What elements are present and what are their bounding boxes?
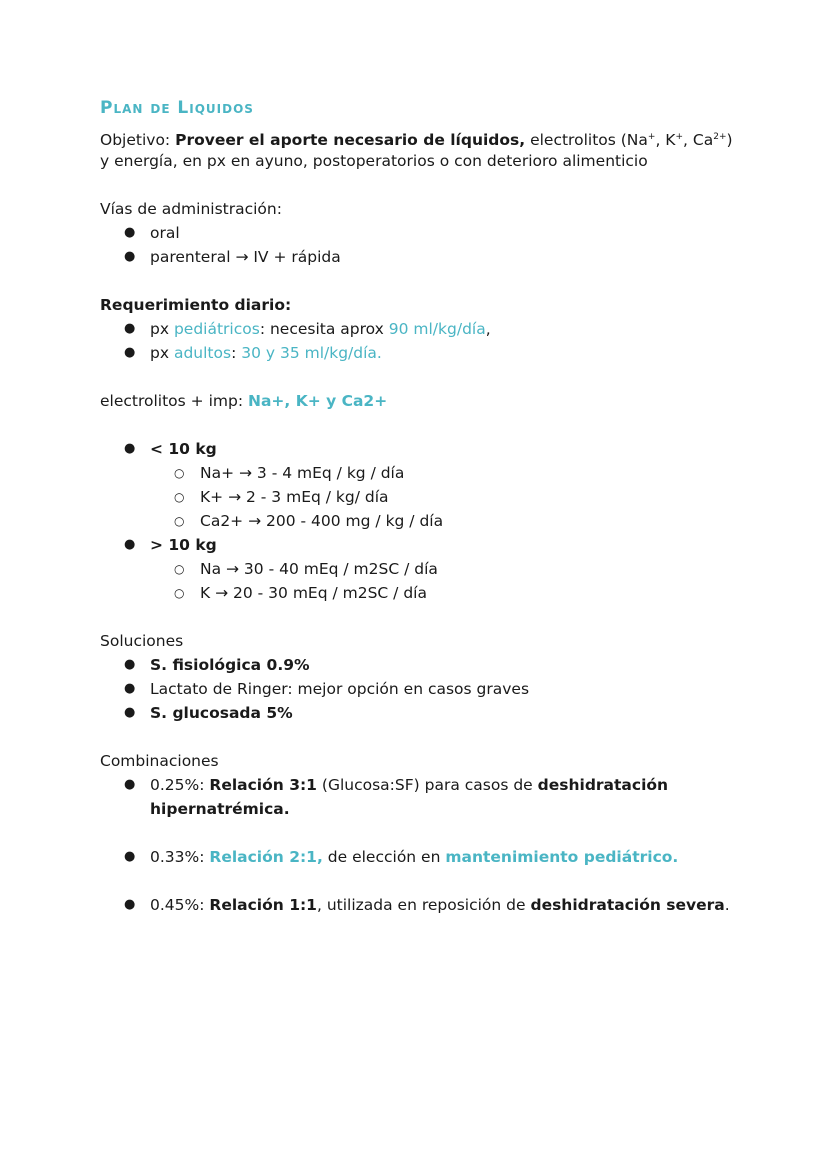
circle-bullet-icon: ○ [174,490,185,504]
bullet-icon: ● [124,705,136,720]
circle-bullet-icon: ○ [174,562,185,576]
route-item: oral [150,224,180,242]
circle-bullet-icon: ○ [174,466,185,480]
bullet-icon: ● [124,321,136,336]
page-title: Plan de Liquidos [100,98,254,118]
solutions-heading: Soluciones [100,632,184,650]
bullet-icon: ● [124,537,136,552]
weight-under-10: < 10 kg [150,440,217,458]
dose-item: Na+ → 3 - 4 mEq / kg / día [200,464,405,482]
combination-item-1: 0.25%: Relación 3:1 (Glucosa:SF) para casos de deshidratación [150,776,669,794]
solution-item: Lactato de Ringer: mejor opción en casos graves [150,680,530,698]
bullet-icon: ● [124,441,136,456]
bullet-icon: ● [124,849,136,864]
dose-item: K+ → 2 - 3 mEq / kg/ día [200,488,389,506]
solution-item: S. fisiológica 0.9% [150,656,310,674]
bullet-icon: ● [124,225,136,240]
dose-item: K → 20 - 30 mEq / m2SC / día [200,584,427,602]
combination-item-3: 0.45%: Relación 1:1, utilizada en reposición de deshidratación severa. [150,896,730,914]
circle-bullet-icon: ○ [174,514,185,528]
combination-item-2: 0.33%: Relación 2:1, de elección en mantenimiento pediátrico. [150,848,679,866]
bullet-icon: ● [124,897,136,912]
combination-item-1-cont: hipernatrémica. [150,800,290,818]
bullet-icon: ● [124,777,136,792]
requirement-adult: px adultos: 30 y 35 ml/kg/día. [150,344,382,362]
requirement-pediatric: px pediátricos: necesita aprox 90 ml/kg/día, [150,320,491,338]
dose-item: Ca2+ → 200 - 400 mg / kg / día [200,512,444,530]
requirement-heading: Requerimiento diario: [100,296,292,314]
objective-line-1: Objetivo: Proveer el aporte necesario de líquidos, electrolitos (Na+, K+, $Ca^{2+}$) [100,131,733,150]
bullet-icon: ● [124,345,136,360]
combinations-heading: Combinaciones [100,752,219,770]
bullet-icon: ● [124,657,136,672]
solution-item: S. glucosada 5% [150,704,293,722]
bullet-icon: ● [124,249,136,264]
circle-bullet-icon: ○ [174,586,185,600]
routes-heading: Vías de administración: [100,200,282,218]
dose-item: Na → 30 - 40 mEq / m2SC / día [200,560,438,578]
route-item: parenteral → IV + rápida [150,248,341,266]
weight-over-10: > 10 kg [150,536,217,554]
objective-line-2: y energía, en px en ayuno, postoperatorios o con deterioro alimenticio [100,152,648,170]
bullet-icon: ● [124,681,136,696]
electrolytes-line: electrolitos + imp: Na+, K+ y Ca2+ [100,392,388,410]
objective-bold: Proveer el aporte necesario de líquidos, [175,131,526,150]
